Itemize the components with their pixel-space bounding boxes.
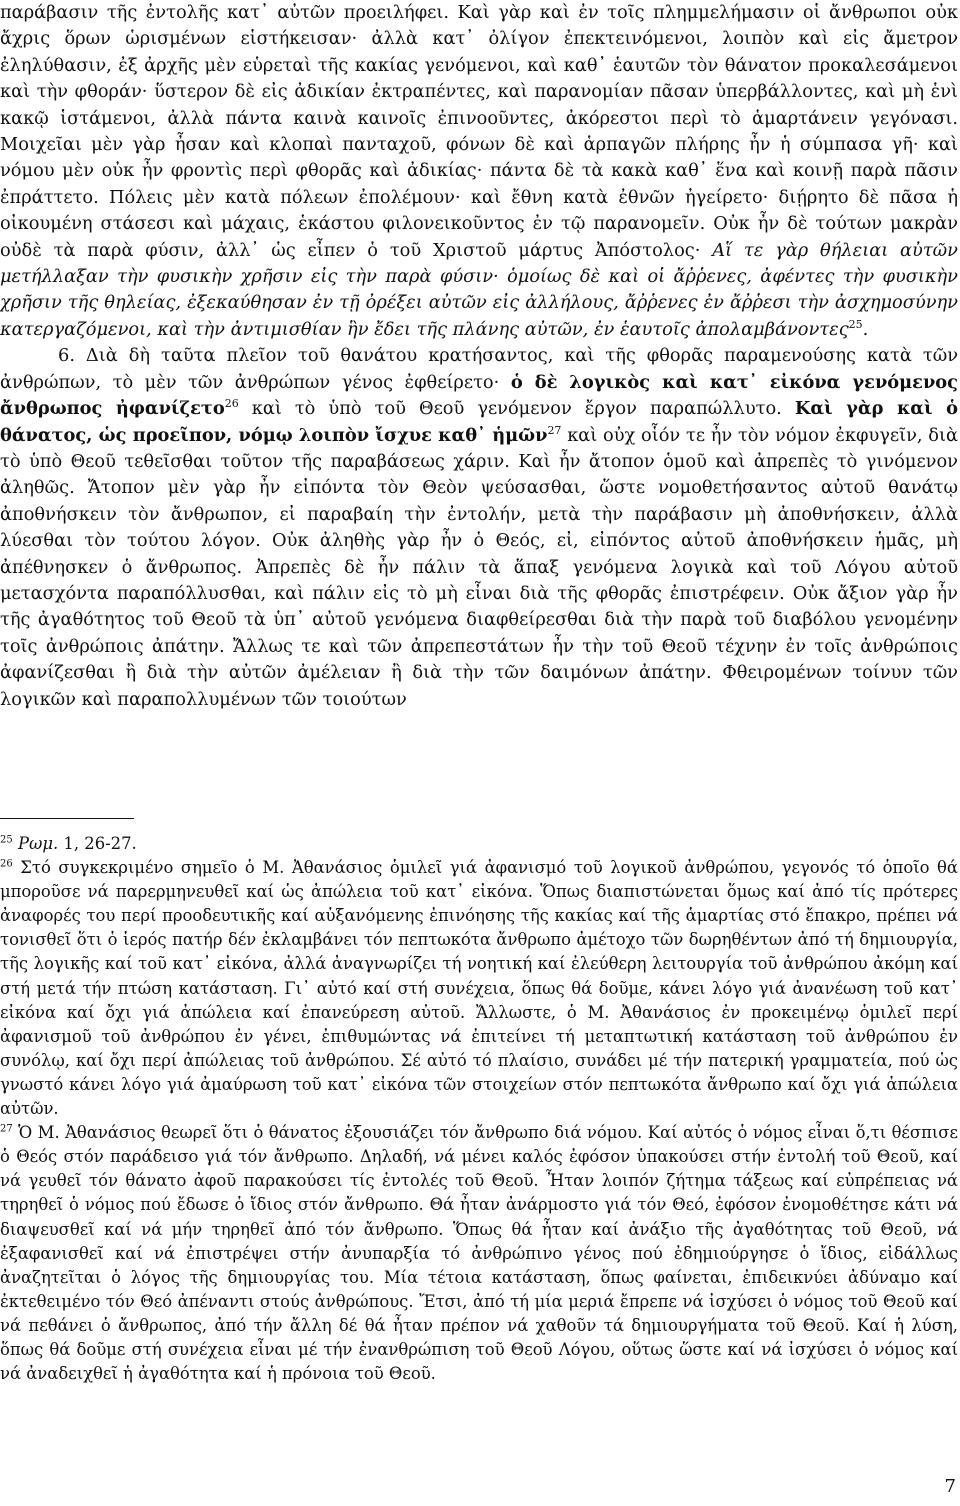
footnote-ref-26[interactable]: 26	[224, 397, 239, 411]
footnote-ref-25[interactable]: 25	[848, 317, 863, 331]
paragraph-2-text-c: καὶ οὐχ οἷόν τε ἦν τὸν νόμον ἐκφυγεῖν, διὰ τὸ ὑπὸ Θεοῦ τεθεῖσθαι τοῦτον τῆς παραβάσεως χάριν. Καὶ ἦν ἄτοπον ὁμοῦ καὶ ἀπρεπὲς τὸ γινόμενον ἀληθῶς. Ἄτοπον μὲν γὰρ ἦν εἰπόντα τὸν Θεὸν ψεύσασθαι, ὥστε νομοθετήσαντος αὐτοῦ θανάτῳ ἀποθνήσκειν τὸν ἄνθρωπον, εἰ παραβαίη τὴν ἐντολήν, μετὰ τὴν παράβασιν μὴ ἀποθνήσκειν, ἀλλὰ λύεσθαι τὸν τούτου λόγον. Οὐκ ἀληθὴς γὰρ ἦν ὁ Θεός, εἰ, εἰπόντος αὐτοῦ ἀποθνήσκειν ἡμᾶς, μὴ ἀπέθνησκεν ὁ ἄνθρωπος. Ἀπρεπὲς δὲ ἦν πάλιν τὰ ἅπαξ γενόμενα λογικὰ καὶ τοῦ Λόγου αὐτοῦ μετασχόντα παραπόλλυσθαι, καὶ πάλιν εἰς τὸ μὴ εἶναι διὰ τῆς φθορᾶς ἐπιστρέφειν. Οὐκ ἄξιον γὰρ ἦν τῆς ἀγαθότητος τοῦ Θεοῦ τὰ ὑπ᾽ αὐτοῦ γενόμενα διαφθείρεσθαι διὰ τὴν παρὰ τοῦ διαβόλου γενομένην τοῖς ἀνθρώποις ἀπάτην. Ἄλλως τε καὶ τῶν ἀπρεπεστάτων ἦν τὴν τοῦ Θεοῦ τέχνην ἐν τοῖς ἀνθρώποις ἀφανίζεσθαι ἢ διὰ τὴν αὐτῶν ἀμέλειαν ἢ διὰ τὴν τῶν δαιμόνων ἀπάτην. Φθειρομένων τοίνυν τῶν λογικῶν καὶ παραπολλυμένων τῶν τοιούτων	[0, 424, 958, 710]
paragraph-2-text-b: καὶ τὸ ὑπὸ τοῦ Θεοῦ γενόμενον ἔργον παραπώλλυτο.	[251, 398, 782, 420]
paragraph-2-text-a: 6. Διὰ δὴ ταῦτα πλεῖον τοῦ θανάτου κρατήσαντος, καὶ τῆς φθορᾶς παραμενούσης κατὰ τῶν ἀνθρώπων, τὸ μὲν τῶν ἀνθρώπων γένος ἐφθείρετο·	[0, 345, 958, 393]
bold-emphasis-2: Καὶ γὰρ καὶ ὁ θάνατος, ὡς προεῖπον, νόμῳ λοιπὸν ἴσχυε καθ᾽ ἡμῶν	[0, 398, 958, 446]
footnote-number: 26	[0, 858, 13, 870]
paragraph-1-text: παράβασιν τῆς ἐντολῆς κατ᾽ αὐτῶν προειλήφει. Καὶ γὰρ καὶ ἐν τοῖς πλημμελήμασιν οἱ ἄνθρωποι οὐκ ἄχρις ὅρων ὡρισμένων εἱστήκεισαν· ἀλλὰ κατ᾽ ὀλίγον ἐπεκτεινόμενοι, λοιπὸν καὶ εἰς ἄμετρον ἐληλύθασιν, ἐξ ἀρχῆς μὲν εὑρεταὶ τῆς κακίας γενόμενοι, καὶ καθ᾽ ἑαυτῶν τὸν θάνατον προκαλεσάμενοι καὶ τὴν φθοράν· ὕστερον δὲ εἰς ἀδικίαν ἐκτραπέντες, καὶ παρανομίαν πᾶσαν ὑπερβάλλοντες, καὶ μὴ ἑνὶ κακῷ ἱστάμενοι, ἀλλὰ πάντα καινὰ καινοῖς ἐπινοοῦντες, ἀκόρεστοι περὶ τὸ ἁμαρτάνειν γεγόνασι. Μοιχεῖαι μὲν γὰρ ἦσαν καὶ κλοπαὶ πανταχοῦ, φόνων δὲ καὶ ἁρπαγῶν πλήρης ἦν ἡ σύμπασα γῆ· καὶ νόμου μὲν οὐκ ἦν φροντὶς περὶ φθορᾶς καὶ ἀδικίας· πάντα δὲ τὰ κακὰ καθ᾽ ἕνα καὶ κοινῇ παρὰ πᾶσιν ἐπράττετο. Πόλεις μὲν κατὰ πόλεων ἐπολέμουν· καὶ ἔθνη κατὰ ἐθνῶν ἠγείρετο· διῄρητο δὲ πᾶσα ἡ οἰκουμένη στάσεσι καὶ μάχαις, ἑκάστου φιλονεικοῦντος ἐν τῷ παρανομεῖν. Οὐκ ἦν δὲ τούτων μακρὰν οὐδὲ τὰ παρὰ φύσιν, ἀλλ᾽ ὡς εἶπεν ὁ τοῦ Χριστοῦ μάρτυς Ἀπόστολος·	[0, 2, 958, 261]
paragraph-1	[0, 0, 958, 343]
footnote-number: 25	[0, 834, 13, 846]
bold-emphasis-1: ὁ δὲ λογικὸς καὶ κατ᾽ εἰκόνα γενόμενος ἄνθρωπος ἠφανίζετο	[0, 371, 958, 420]
footnote-number: 27	[0, 1123, 13, 1135]
footnote-27	[0, 1121, 958, 1386]
page-number: 7	[944, 1476, 956, 1497]
footnote-text: Στό συγκεκριμένο σημεῖο ὁ Μ. Ἀθανάσιος ὁμιλεῖ γιά ἀφανισμό τοῦ λογικοῦ ἀνθρώπου, γεγονός τό ὁποῖο θά μποροῦσε νά παρερμηνευθεῖ καί ὡς ἀπώλεια τοῦ κατ᾽ εἰκόνα. Ὅπως διαπιστώνεται ὅμως καί ἀπό τίς πρότερες ἀναφορές του περί προοδευτικῆς καί αὐξανόμενης ἐπινόησης τῆς κακίας καί τῆς ἁμαρτίας στό ἔπακρο, πρέπει νά τονισθεῖ ὅτι ὁ ἱερός πατήρ δέν ἐκλαμβάνει τόν πεπτωκότα ἄνθρωπο ἀμέτοχο τῶν δωρηθέντων ἀπό τή δημιουργία, τῆς λογικῆς καί τοῦ κατ᾽ εἰκόνα, ἀλλά ἀναγνωρίζει τή νοητική καί ἐλεύθερη λειτουργία τοῦ ἀνθρώπου ἀκόμη καί στή μετά τήν πτώση κατάσταση. Γι᾽ αὐτό καί στή συνέχεια, ὅπως θά δοῦμε, κάνει λόγο γιά ἀνανέωση τοῦ κατ᾽ εἰκόνα καί ὄχι γιά ἀπώλεια καί ἐπανεύρεση αὐτοῦ. Ἄλλωστε, ὁ Μ. Ἀθανάσιος ἐν προκειμένῳ ὁμιλεῖ περί ἀφανισμοῦ τοῦ ἀνθρώπου ἐν γένει, ἐπιθυμώντας νά ἐπιτείνει τή μεταπτωτική κατάσταση τοῦ ἀνθρώπου ἐν συνόλῳ, καί ὄχι περί ἀπώλειας τοῦ ἀνθρώπου. Σέ αὐτό τό πλαίσιο, συνάδει μέ τήν πατερική γραμματεία, πού ὡς γνωστό κάνει λόγο γιά ἀμαύρωση τοῦ κατ᾽ εἰκόνα τῶν στοιχείων στόν πεπτωκότα ἄνθρωπο καί ὄχι γιά ἀπώλεια αὐτῶν.	[0, 858, 958, 1119]
footnote-separator	[0, 818, 134, 819]
main-text	[0, 0, 958, 713]
footnote-25	[0, 832, 958, 856]
footnote-text: 1, 26-27.	[58, 834, 137, 853]
footnotes	[0, 832, 958, 1386]
paragraph-2	[0, 343, 958, 713]
footnote-text: Ὁ Μ. Ἀθανάσιος θεωρεῖ ὅτι ὁ θάνατος ἐξουσιάζει τόν ἄνθρωπο διά νόμου. Καί αὐτός ὁ νόμος εἶναι ὅ,τι θέσπισε ὁ Θεός στόν παράδεισο γιά τόν ἄνθρωπο. Δηλαδή, νά μένει καλός ἐφόσον ὑπακούσει στήν ἐντολή τοῦ Θεοῦ, καί νά γευθεῖ τόν θάνατο ἀφοῦ παρακούσει τίς ἐντολές τοῦ Θεοῦ. Ἦταν λοιπόν ζήτημα τάξεως καί εὐπρέπειας νά τηρηθεῖ ὁ νόμος πού ἔδωσε ὁ ἴδιος στόν ἄνθρωπο. Θά ἦταν ἀνάρμοστο γιά τόν Θεό, ἐφόσον ἐνομοθέτησε κάτι νά διαψευσθεῖ καί νά μήν τηρηθεῖ ἀπό τόν ἄνθρωπο. Ὅπως θά ἦταν καί ἀνάξιο τῆς ἀγαθότητας τοῦ Θεοῦ, νά ἐξαφανισθεῖ καί νά ἐπιστρέψει στήν ἀνυπαρξία τό ἀνθρώπινο γένος πού ἐδημιούργησε ὁ ἴδιος, εἰδάλλως ἀναζητεῖται ὁ λόγος τῆς δημιουργίας του. Μία τέτοια κατάσταση, ὅπως φαίνεται, ἐπιδεικνύει ἀδύναμο καί ἐκτεθειμένο τόν Θεό ἀπέναντι στούς ἀνθρώπους. Ἔτσι, ἀπό τή μία μεριά ἔπρεπε νά ἰσχύσει ὁ νόμος τοῦ Θεοῦ καί νά πεθάνει ὁ ἄνθρωπος, ἀπό τήν ἄλλη δέ θά ἦταν πρέπον νά χαθοῦν τά δημιουργήματα τοῦ Θεοῦ. Καί ἡ λύση, ὅπως θά δοῦμε στή συνέχεια εἶναι μέ τήν ἐνανθρώπιση τοῦ Θεοῦ Λόγου, οὕτως ὥστε καί νά ἰσχύσει ὁ νόμος καί νά ἀναδειχθεῖ ἡ ἀγαθότητα καί ἡ πρόνοια τοῦ Θεοῦ.	[0, 1123, 958, 1384]
scripture-quote: Αἵ τε γὰρ θήλειαι αὐτῶν μετήλλαξαν τὴν φυσικὴν χρῆσιν εἰς τὴν παρὰ φύσιν· ὁμοίως δὲ καὶ οἱ ἄῤῥενες, ἀφέντες τὴν φυσικὴν χρῆσιν τῆς θηλείας, ἐξεκαύθησαν ἐν τῇ ὀρέξει αὐτῶν εἰς ἀλλήλους, ἄῤῥενες ἐν ἄῤῥεσι τὴν ἀσχημοσύνην κατεργαζόμενοι, καὶ τὴν ἀντιμισθίαν ἣν ἔδει τῆς πλάνης αὐτῶν, ἐν ἑαυτοῖς ἀπολαμβάνοντες	[0, 239, 958, 340]
footnote-26	[0, 856, 958, 1121]
footnote-reference: Ρωμ.	[17, 834, 59, 853]
footnote-ref-27[interactable]: 27	[547, 423, 562, 437]
paragraph-1-end: .	[862, 318, 869, 340]
